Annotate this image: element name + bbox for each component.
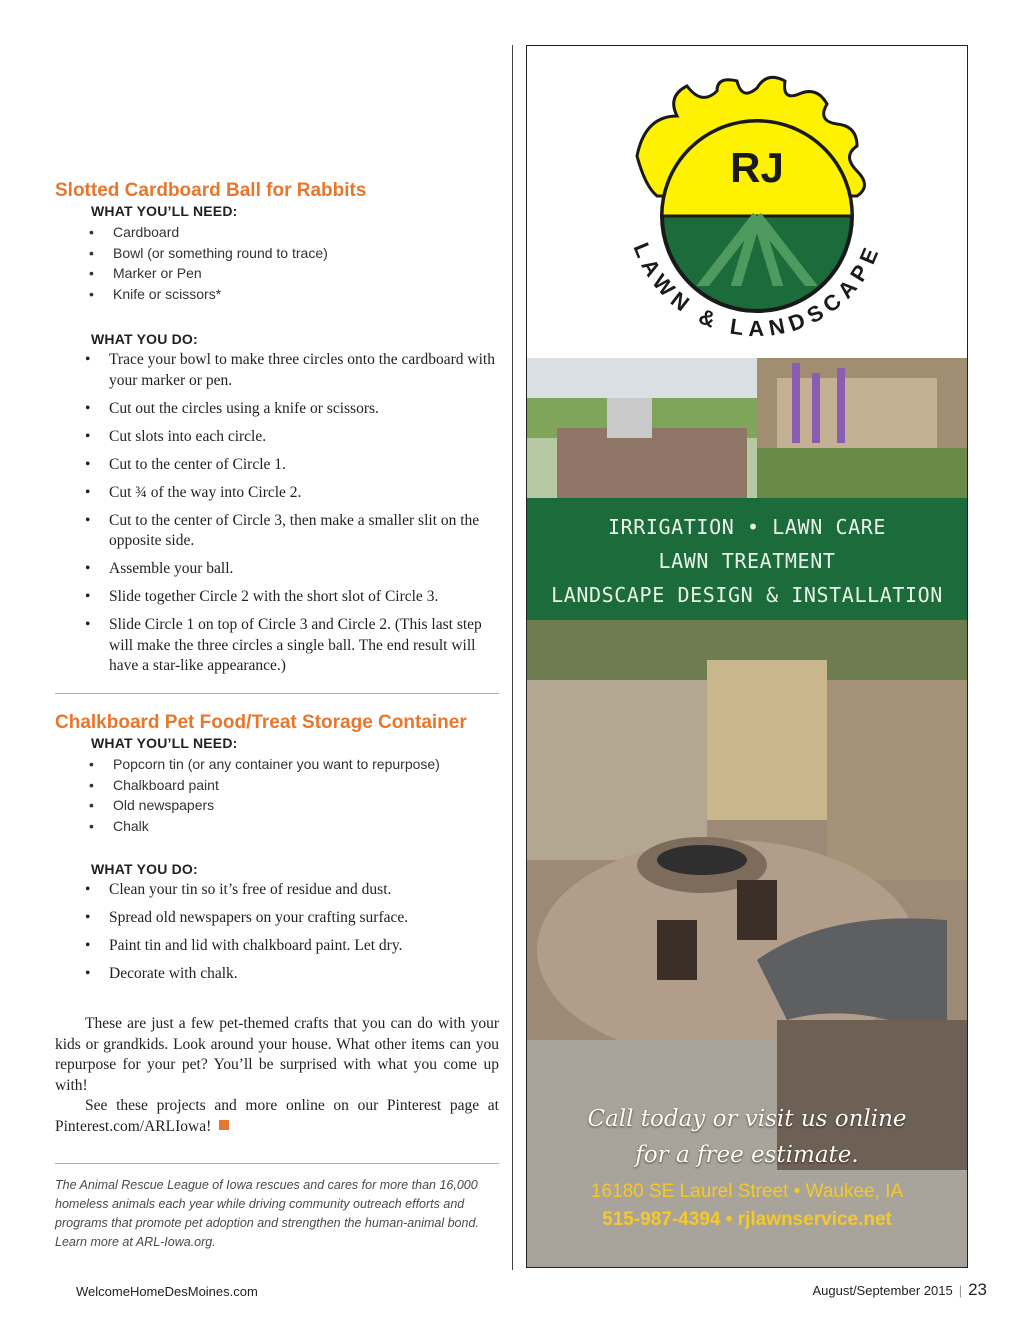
craft2-title: Chalkboard Pet Food/Treat Storage Container — [55, 712, 467, 733]
list-item: • Knife or scissors* — [89, 284, 499, 305]
list-item: • Assemble your ball. — [83, 559, 499, 580]
list-item: • Spread old newspapers on your crafting surface. — [83, 908, 499, 929]
closing-text-2: See these projects and more online on our Pinterest page at Pinterest.com/ARLIowa! — [55, 1097, 499, 1135]
ad-phone-web[interactable]: 515-987-4394 • rjlawnservice.net — [602, 1209, 892, 1230]
craft2-needs-list — [55, 754, 499, 836]
list-item: • Clean your tin so it’s free of residue and dust. — [83, 880, 499, 901]
service-line: LANDSCAPE DESIGN & INSTALLATION — [551, 583, 943, 607]
list-item: • Trace your bowl to make three circles onto the cardboard with your marker or pen. — [83, 350, 499, 391]
list-item: • Cardboard — [89, 222, 499, 243]
footer-separator: | — [958, 1283, 963, 1298]
page-number: 23 — [968, 1280, 987, 1299]
list-item: • Bowl (or something round to trace) — [89, 243, 499, 264]
list-item: • Decorate with chalk. — [83, 964, 499, 985]
closing-text-1: These are just a few pet-themed crafts that you can do with your kids or grandkids. Look around your house. What other items can you repurpose for your pet? You’ll be surprised with what you come up with! — [55, 1015, 499, 1094]
logo-text: LAWN & LANDSCAPE — [628, 238, 886, 342]
list-item: • Cut slots into each circle. — [83, 427, 499, 448]
list-item: • Marker or Pen — [89, 263, 499, 284]
list-item: • Paint tin and lid with chalkboard paint. Let dry. — [83, 936, 499, 957]
list-item: • Popcorn tin (or any container you want to repurpose) — [89, 754, 499, 775]
craft1-steps-list — [55, 350, 499, 677]
list-item: • Slide together Circle 2 with the short slot of Circle 3. — [83, 587, 499, 608]
craft2-do-heading: WHAT YOU DO: — [91, 861, 198, 877]
ad-address: 16180 SE Laurel Street • Waukee, IA — [590, 1181, 904, 1202]
footer-issue — [812, 1280, 987, 1300]
rj-lawn-advertisement[interactable] — [526, 45, 968, 1268]
closing-paragraph-2 — [55, 1096, 499, 1137]
craft1-need-heading: WHAT YOU’LL NEED: — [91, 203, 238, 219]
list-item: • Chalkboard paint — [89, 775, 499, 796]
end-mark-icon — [219, 1120, 229, 1130]
list-item: • Slide Circle 1 on top of Circle 3 and Circle 2. (This last step will make the three circles a single ball. The end result will have a star-like appearance.) — [83, 615, 499, 677]
cta-line-2: for a free estimate. — [635, 1142, 859, 1168]
column-divider — [512, 45, 513, 1270]
list-item: • Old newspapers — [89, 795, 499, 816]
footer-site[interactable]: WelcomeHomeDesMoines.com — [76, 1284, 258, 1299]
patio-grill-photo — [527, 358, 967, 498]
craft1-do-heading: WHAT YOU DO: — [91, 331, 198, 347]
list-item: • Cut ¾ of the way into Circle 2. — [83, 483, 499, 504]
article-column — [55, 180, 499, 1252]
rj-logo — [527, 46, 967, 358]
cta-line-1: Call today or visit us online — [587, 1106, 907, 1132]
craft1-title: Slotted Cardboard Ball for Rabbits — [55, 180, 367, 201]
services-band — [527, 498, 967, 620]
craft1-needs-list — [55, 222, 499, 304]
service-line: IRRIGATION • LAWN CARE — [607, 515, 887, 539]
closing-paragraph-1 — [55, 1014, 499, 1096]
service-line: LAWN TREATMENT — [658, 549, 836, 573]
craft2-steps-list — [55, 880, 499, 985]
firepit-patio-photo — [527, 620, 967, 1268]
list-item: • Cut out the circles using a knife or scissors. — [83, 399, 499, 420]
list-item: • Cut to the center of Circle 3, then make a smaller slit on the opposite side. — [83, 511, 499, 552]
logo-initials: RJ — [730, 144, 784, 191]
list-item: • Cut to the center of Circle 1. — [83, 455, 499, 476]
craft2-need-heading: WHAT YOU’LL NEED: — [91, 735, 238, 751]
issue-date: August/September 2015 — [812, 1283, 953, 1298]
about-arl: The Animal Rescue League of Iowa rescues and cares for more than 16,000 homeless animals each year while driving community outreach efforts and programs that promote pet adoption and strengthen the human-animal bond. Learn more at ARL-Iowa.org. — [55, 1178, 479, 1249]
list-item: • Chalk — [89, 816, 499, 837]
